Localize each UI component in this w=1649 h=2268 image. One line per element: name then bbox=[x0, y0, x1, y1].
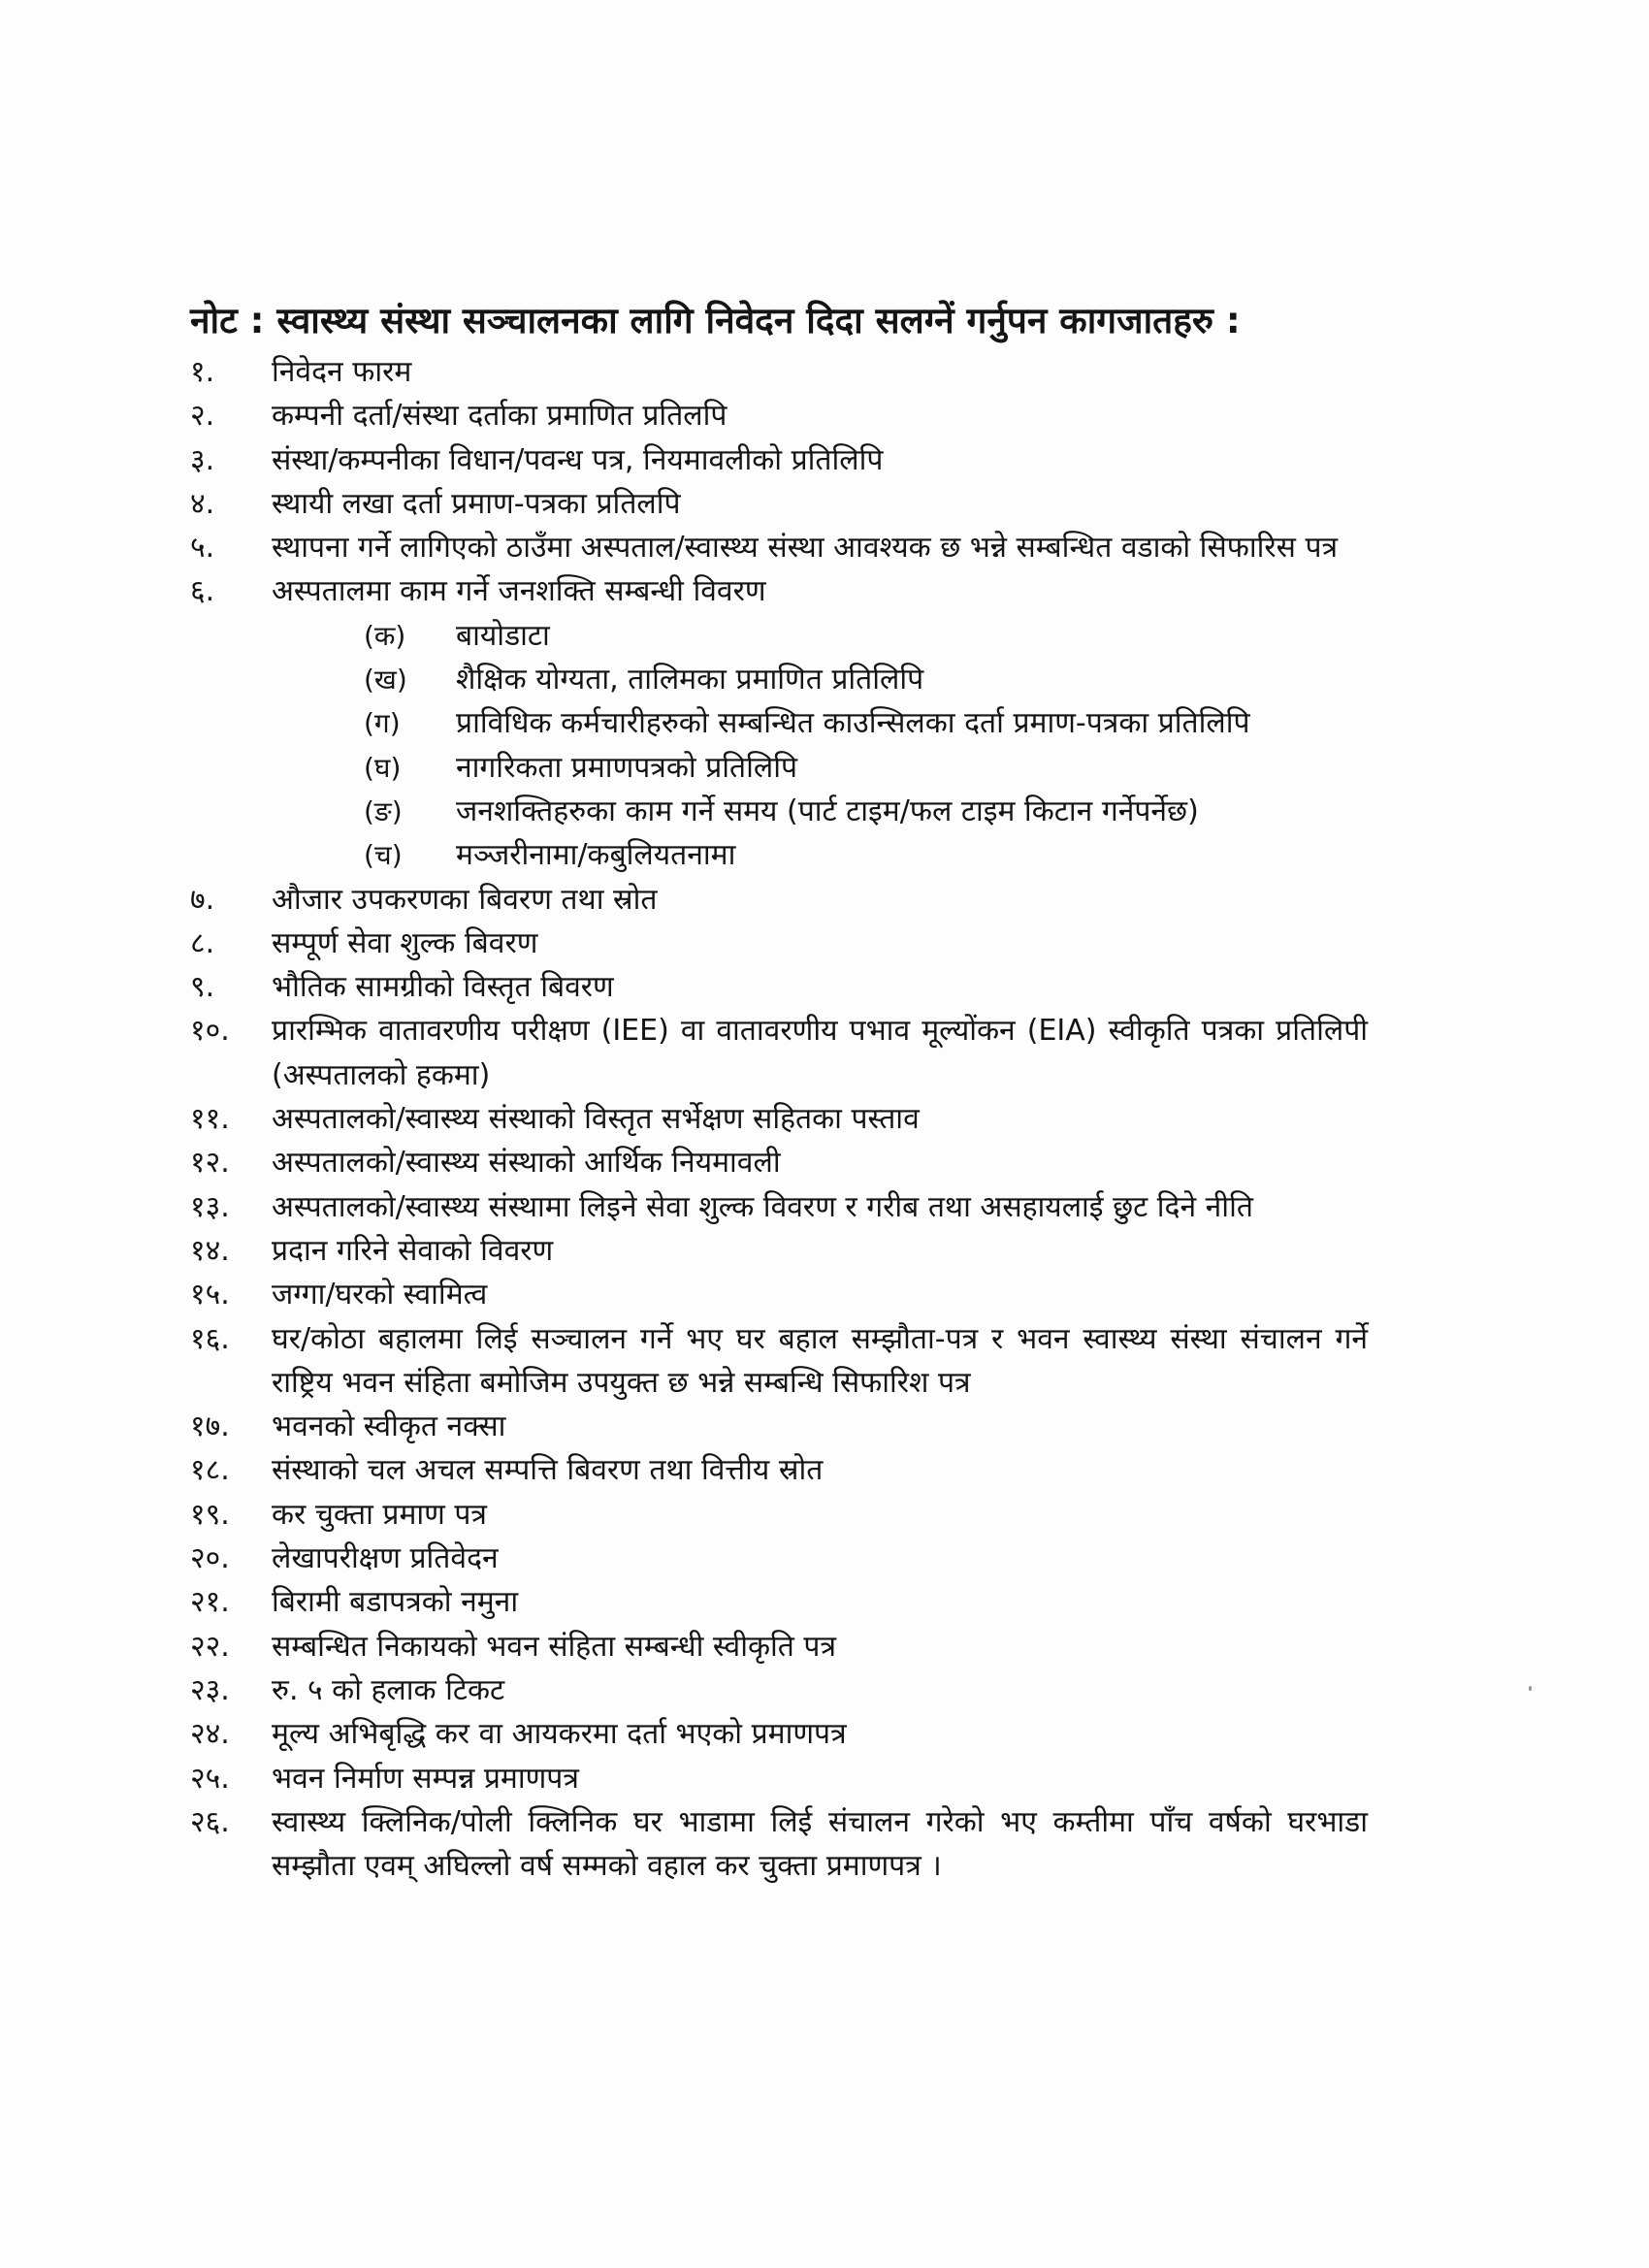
sub-item-text: शैक्षिक योग्यता, तालिमका प्रमाणित प्रतिलिपि bbox=[456, 663, 924, 697]
list-item bbox=[0, 1185, 1649, 1229]
item-text: भवनको स्वीकृत नक्सा bbox=[272, 1409, 506, 1444]
sub-item-marker: (घ) bbox=[364, 751, 402, 784]
list-item bbox=[0, 1800, 1649, 1889]
list-item bbox=[0, 878, 1649, 922]
item-text: लेखापरीक्षण प्रतिवेदन bbox=[272, 1541, 499, 1576]
item-text: अस्पतालमा काम गर्ने जनशक्ति सम्बन्धी विवरण bbox=[272, 574, 766, 609]
item-text: रु. ५ को हलाक टिकट bbox=[272, 1672, 505, 1707]
list-item bbox=[0, 1141, 1649, 1184]
item-number: २६. bbox=[190, 1804, 230, 1839]
item-text: स्थायी लखा दर्ता प्रमाण-पत्रका प्रतिलपि bbox=[272, 486, 681, 521]
item-number: ३. bbox=[190, 442, 215, 477]
item-text: भौतिक सामग्रीको विस्तृत बिवरण bbox=[272, 970, 614, 1005]
item-number: १८. bbox=[190, 1453, 230, 1488]
list-item bbox=[0, 569, 1649, 613]
item-text: मूल्य अभिबृद्धि कर वा आयकरमा दर्ता भएको प्रमाणपत्र bbox=[272, 1717, 847, 1752]
item-text: सम्बन्धित निकायको भवन संहिता सम्बन्धी स्वीकृति पत्र bbox=[272, 1629, 837, 1664]
item-number: २. bbox=[190, 399, 215, 434]
item-number: २४. bbox=[190, 1717, 230, 1752]
list-item bbox=[0, 1097, 1649, 1141]
sub-item-text: जनशक्तिहरुका काम गर्ने समय (पार्ट टाइम/फल टाइम किटान गर्नेपर्नेछ) bbox=[456, 794, 1199, 828]
item-number: ६. bbox=[190, 574, 215, 609]
list-item bbox=[0, 438, 1649, 482]
list-item bbox=[0, 965, 1649, 1009]
list-item bbox=[0, 1580, 1649, 1624]
list-item bbox=[0, 1493, 1649, 1537]
item-number: ५. bbox=[190, 531, 215, 566]
item-text: अस्पतालको/स्वास्थ्य संस्थामा लिइने सेवा शुल्क विवरण र गरीब तथा असहायलाई छुट दिने नीति bbox=[272, 1189, 1253, 1224]
sub-list-item bbox=[0, 833, 1649, 877]
list-item bbox=[0, 526, 1649, 569]
item-number: १७. bbox=[190, 1409, 230, 1444]
item-text: अस्पतालको/स्वास्थ्य संस्थाको आर्थिक नियमावली bbox=[272, 1146, 781, 1181]
item-text: संस्थाको चल अचल सम्पत्ति बिवरण तथा वित्तीय स्रोत bbox=[272, 1453, 824, 1488]
item-text: कर चुक्ता प्रमाण पत्र bbox=[272, 1497, 487, 1532]
list-item bbox=[0, 482, 1649, 526]
sub-item-marker: (ङ) bbox=[364, 794, 403, 827]
item-text: कम्पनी दर्ता/संस्था दर्ताका प्रमाणित प्रतिलपि bbox=[272, 399, 728, 434]
item-number: ९. bbox=[190, 970, 215, 1005]
item-text: स्वास्थ्य क्लिनिक/पोली क्लिनिक घर भाडामा लिई संचालन गरेको भए कम्तीमा पाँच वर्षको घरभाडा सम्झौता एवम् अघिल्लो वर्ष सम्मको वहाल कर चुक्ता प्रमाणपत्र । bbox=[272, 1804, 1368, 1884]
list-item bbox=[0, 1229, 1649, 1273]
sub-item-text: मञ्जरीनामा/कबुलियतनामा bbox=[456, 838, 736, 873]
item-text: स्थापना गर्ने लागिएको ठाउँमा अस्पताल/स्वास्थ्य संस्था आवश्यक छ भन्ने सम्बन्धित वडाको सिफारिस पत्र bbox=[272, 531, 1339, 566]
item-number: ११. bbox=[190, 1102, 230, 1137]
item-number: १०. bbox=[190, 1014, 230, 1049]
item-number: २१. bbox=[190, 1585, 230, 1620]
item-number: ७. bbox=[190, 882, 215, 917]
item-text: प्रदान गरिने सेवाको विवरण bbox=[272, 1233, 554, 1268]
item-number: १२. bbox=[190, 1146, 230, 1181]
item-text: निवेदन फारम bbox=[272, 355, 412, 389]
item-number: १. bbox=[190, 355, 215, 389]
item-number: २०. bbox=[190, 1541, 230, 1576]
sub-item-marker: (ग) bbox=[364, 707, 401, 740]
document-checklist bbox=[0, 350, 1649, 1888]
sub-list-item bbox=[0, 746, 1649, 790]
sub-list-item bbox=[0, 790, 1649, 833]
item-number: १५. bbox=[190, 1278, 230, 1312]
item-text: सम्पूर्ण सेवा शुल्क बिवरण bbox=[272, 925, 538, 960]
item-number: २३. bbox=[190, 1672, 230, 1707]
list-item bbox=[0, 1537, 1649, 1580]
item-number: २२. bbox=[190, 1629, 230, 1664]
list-item bbox=[0, 1273, 1649, 1316]
note-heading: नोट : स्वास्थ्य संस्था सञ्चालनका लागि निवेदन दिदा सलग्नें गर्नुपन कागजातहरु : bbox=[190, 300, 1241, 341]
sub-list-item bbox=[0, 658, 1649, 701]
item-number: ८. bbox=[190, 925, 215, 960]
item-text: घर/कोठा बहालमा लिई सञ्चालन गर्ने भए घर बहाल सम्झौता-पत्र र भवन स्वास्थ्य संस्था संचालन गर्ने राष्ट्रिय भवन संहिता बमोजिम उपयुक्त छ भन्ने सम्बन्धि सिफारिश पत्र bbox=[272, 1321, 1368, 1400]
item-number: १४. bbox=[190, 1233, 230, 1268]
list-item bbox=[0, 350, 1649, 394]
list-item bbox=[0, 1625, 1649, 1669]
sub-list-item bbox=[0, 614, 1649, 658]
item-number: २५. bbox=[190, 1761, 230, 1796]
list-item bbox=[0, 1317, 1649, 1406]
item-text: जग्गा/घरको स्वामित्व bbox=[272, 1278, 488, 1312]
item-number: १९. bbox=[190, 1497, 230, 1532]
item-text: बिरामी बडापत्रको नमुना bbox=[272, 1585, 519, 1620]
list-item bbox=[0, 1009, 1649, 1097]
item-number: ४. bbox=[190, 486, 215, 521]
list-item bbox=[0, 922, 1649, 965]
list-item bbox=[0, 1712, 1649, 1756]
sub-item-text: प्राविधिक कर्मचारीहरुको सम्बन्धित काउन्सिलका दर्ता प्रमाण-पत्रका प्रतिलिपि bbox=[456, 706, 1250, 741]
sub-item-marker: (च) bbox=[364, 839, 403, 872]
sub-item-text: बायोडाटा bbox=[456, 618, 550, 653]
item-text: अस्पतालको/स्वास्थ्य संस्थाको विस्तृत सर्भेक्षण सहितका पस्ताव bbox=[272, 1102, 920, 1137]
sub-item-marker: (ख) bbox=[364, 664, 407, 697]
item-text: प्रारम्भिक वातावरणीय परीक्षण (IEE) वा वातावरणीय पभाव मूल्योंकन (EIA) स्वीकृति पत्रका प्रतिलिपी (अस्पतालको हकमा) bbox=[272, 1014, 1368, 1092]
item-text: संस्था/कम्पनीका विधान/पवन्ध पत्र, नियमावलीको प्रतिलिपि bbox=[272, 442, 884, 477]
list-item bbox=[0, 394, 1649, 437]
item-number: १३. bbox=[190, 1189, 230, 1224]
item-number: १६. bbox=[190, 1321, 230, 1356]
list-item bbox=[0, 1448, 1649, 1492]
item-text: औजार उपकरणका बिवरण तथा स्रोत bbox=[272, 882, 658, 917]
item-text: भवन निर्माण सम्पन्न प्रमाणपत्र bbox=[272, 1761, 579, 1796]
scan-speck bbox=[1529, 1686, 1532, 1691]
sub-item-marker: (क) bbox=[364, 619, 406, 652]
list-item bbox=[0, 1669, 1649, 1712]
list-item bbox=[0, 1757, 1649, 1800]
list-item bbox=[0, 1405, 1649, 1448]
sub-item-text: नागरिकता प्रमाणपत्रको प्रतिलिपि bbox=[456, 750, 798, 785]
sub-list-item bbox=[0, 701, 1649, 745]
